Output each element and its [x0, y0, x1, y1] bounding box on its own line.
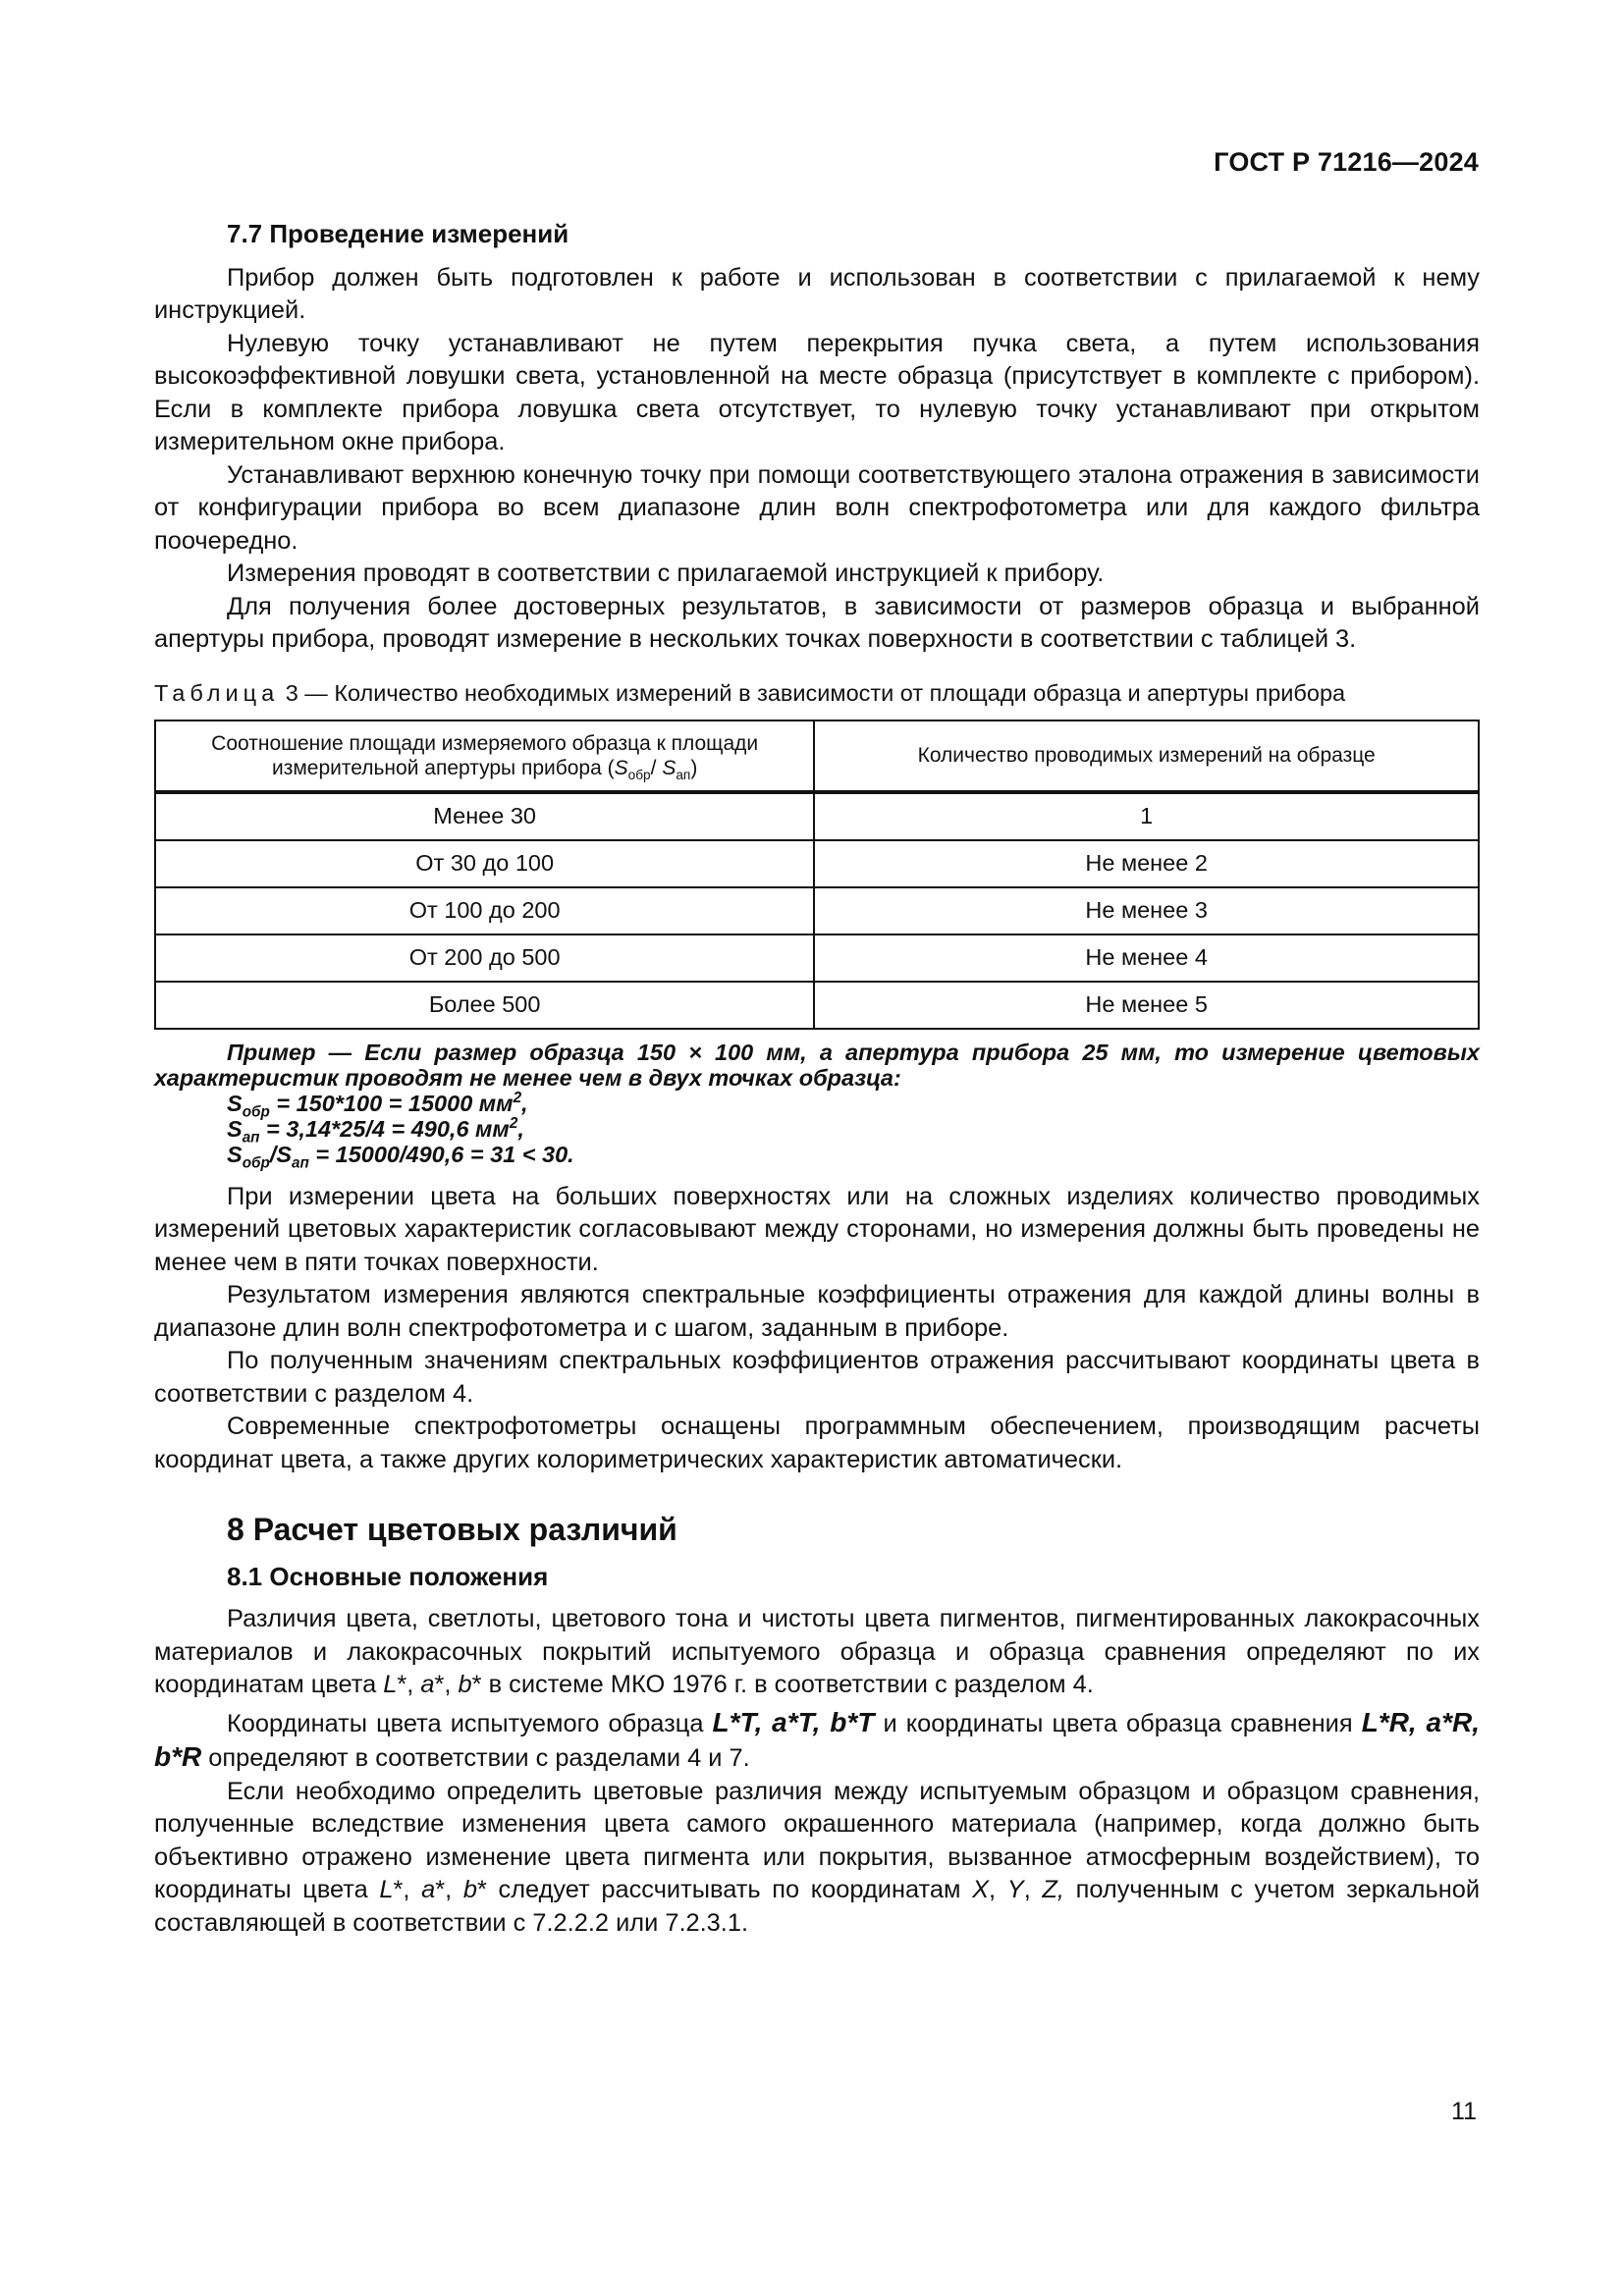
- header-text: ): [690, 756, 698, 779]
- table-cell-ratio: От 30 до 100: [155, 840, 814, 887]
- table-caption-text: 3 — Количество необходимых измерений в зависимости от площади образца и апертуры прибора: [285, 679, 1346, 706]
- reference-sample-coordinates: L*R, a*R, b*R: [154, 1706, 1480, 1772]
- symbol: L: [379, 1876, 394, 1903]
- paragraph: [154, 1776, 1480, 1941]
- example-lead: Пример — Если размер образца 150 × 100 мм, а апертура прибора 25 мм, то измерение цветовых характеристик проводят не менее чем в двух точках образца:: [154, 1039, 1480, 1091]
- measurements-table: [154, 720, 1480, 1030]
- symbol: S: [227, 1141, 243, 1167]
- table-cell-ratio: Более 500: [155, 982, 814, 1029]
- symbol: X: [972, 1876, 990, 1903]
- table-cell-ratio: От 100 до 200: [155, 887, 814, 934]
- superscript: 2: [509, 1114, 518, 1132]
- subscript: ап: [292, 1154, 309, 1172]
- formula-text: ,: [517, 1115, 524, 1142]
- table-row: [155, 982, 1479, 1029]
- text: и координаты цвета образца сравнения: [874, 1709, 1362, 1737]
- table-row: [155, 887, 1479, 934]
- table-cell-count: 1: [814, 792, 1479, 840]
- formula-text: = 15000/490,6 = 31 < 30.: [308, 1141, 574, 1167]
- example-formula-2: [227, 1114, 1480, 1147]
- formula-text: = 3,14*25/4 = 490,6 мм: [259, 1115, 510, 1142]
- section-8-title: 8 Расчет цветовых различий: [227, 1512, 677, 1547]
- paragraph: [154, 1706, 1480, 1776]
- subscript: обр: [242, 1154, 270, 1172]
- formula-text: = 150*100 = 15000 мм: [269, 1090, 514, 1116]
- section-8-1-title: 8.1 Основные положения: [227, 1561, 549, 1591]
- document-body: [154, 218, 1480, 1940]
- superscript: 2: [513, 1089, 522, 1106]
- subscript: ап: [676, 767, 691, 782]
- table-row: [155, 934, 1479, 982]
- text: определяют в соответствии с разделами 4 и 7.: [201, 1744, 750, 1772]
- header-text: измерительной апертуры прибора (: [271, 756, 615, 779]
- paragraph: Устанавливают верхнюю конечную точку при помощи соответствующего эталона отражения в зависимости от конфигурации прибора во всем диапазоне длин волн спектрофотометра или для каждого фильтра поочередно.: [154, 460, 1480, 555]
- symbol: b: [458, 1671, 472, 1698]
- text: *,: [435, 1876, 463, 1903]
- example-block: [154, 1039, 1480, 1172]
- table-row: [155, 840, 1479, 887]
- paragraph: Современные спектрофотометры оснащены программным обеспечением, производящим расчеты координат цвета, а также других колориметрических характеристик автоматически.: [154, 1413, 1480, 1473]
- text: полученным с учетом зеркальной составляющей в соответствии с 7.2.2.2 или 7.2.3.1.: [154, 1876, 1481, 1937]
- section-7-7-title: 7.7 Проведение измерений: [227, 219, 569, 248]
- header-text: /: [650, 756, 663, 779]
- symbol: Y: [1006, 1876, 1024, 1903]
- subscript: обр: [627, 767, 651, 782]
- text: ,: [989, 1876, 1007, 1903]
- test-sample-coordinates: L*T, a*T, b*T: [712, 1706, 875, 1737]
- paragraph: При измерении цвета на больших поверхностях или на сложных изделиях количество проводимых измерений цветовых характеристик согласовывают между сторонами, но измерения должны быть проведены не менее чем в пяти точках поверхности.: [154, 1182, 1480, 1276]
- page-number: 11: [1451, 2098, 1477, 2125]
- table-cell-ratio: От 200 до 500: [155, 934, 814, 982]
- document-header-id: ГОСТ Р 71216—2024: [1214, 147, 1479, 177]
- example-formula-3: [227, 1141, 1480, 1172]
- symbol: S: [227, 1090, 243, 1116]
- paragraph: По полученным значениям спектральных коэффициентов отражения рассчитывают координаты цвета в соответствии с разделом 4.: [154, 1347, 1480, 1408]
- table-row: [155, 792, 1479, 840]
- text: Различия цвета, светлоты, цветового тона и чистоты цвета пигментов, пигментированных лакокрасочных материалов и лакокрасочных покрытий испытуемого образца и образца сравнения определяют по их координатам цвета: [154, 1605, 1480, 1698]
- text: *,: [393, 1876, 422, 1903]
- paragraph: Прибор должен быть подготовлен к работе и использован в соответствии с прилагаемой к нему инструкцией.: [154, 263, 1480, 324]
- symbol: L: [383, 1671, 398, 1698]
- paragraph: Измерения проводят в соответствии с прилагаемой инструкцией к прибору.: [227, 560, 1105, 587]
- symbol: S: [614, 756, 628, 779]
- formula-text: /S: [269, 1141, 293, 1167]
- table-header-ratio: [155, 721, 814, 792]
- text: * в системе МКО 1976 г. в соответствии с разделом 4.: [471, 1671, 1094, 1698]
- symbol: a: [421, 1876, 436, 1903]
- subscript: обр: [242, 1103, 270, 1121]
- header-text: Соотношение площади измеряемого образца к площади: [211, 731, 759, 755]
- text: Координаты цвета испытуемого образца: [227, 1709, 713, 1737]
- symbol: a: [420, 1671, 435, 1698]
- paragraph: Нулевую точку устанавливают не путем перекрытия пучка света, а путем использования высокоэффективной ловушки света, установленной на месте образца (присутствует в комплекте с прибором). Если в комплекте прибора ловушка света отсутствует, то нулевую точку устанавливают при открытом измерительном окне прибора.: [154, 329, 1480, 455]
- table-cell-count: Не менее 4: [814, 934, 1479, 982]
- paragraph: Для получения более достоверных результатов, в зависимости от размеров образца и выбранной апертуры прибора, проводят измерение в нескольких точках поверхности в соответствии с таблицей 3.: [154, 592, 1480, 653]
- symbol: Z,: [1042, 1876, 1064, 1903]
- text: Если необходимо определить цветовые различия между испытуемым образцом и образцом сравнения, полученные вследствие изменения цвета самого окрашенного материала (например, когда должно быть объективно отражено изменение цвета пигмента или покрытия, вызванное атмосферным воздействием), то координаты цвета: [154, 1777, 1480, 1903]
- table-cell-count: Не менее 5: [814, 982, 1479, 1029]
- table-header-row: [155, 721, 1479, 792]
- table-cell-count: Не менее 3: [814, 887, 1479, 934]
- table-cell-ratio: Менее 30: [155, 792, 814, 840]
- symbol: b: [462, 1876, 477, 1903]
- formula-text: ,: [521, 1090, 528, 1116]
- table-caption: [154, 678, 1480, 708]
- text: ,: [1023, 1876, 1043, 1903]
- text: * следует рассчитывать по координатам: [476, 1876, 973, 1903]
- symbol: S: [227, 1115, 243, 1142]
- example-formula-1: [227, 1089, 1480, 1121]
- symbol: S: [662, 756, 677, 779]
- table-header-count: Количество проводимых измерений на образце: [814, 721, 1479, 792]
- subscript: ап: [242, 1129, 260, 1147]
- paragraph: Результатом измерения являются спектральные коэффициенты отражения для каждой длины волны в диапазоне длин волн спектрофотометра и с шагом, заданным в приборе.: [154, 1281, 1480, 1342]
- text: *,: [434, 1671, 459, 1698]
- table-caption-label: Таблица: [154, 679, 280, 706]
- paragraph: [154, 1603, 1480, 1702]
- table-cell-count: Не менее 2: [814, 840, 1479, 887]
- text: *,: [397, 1671, 421, 1698]
